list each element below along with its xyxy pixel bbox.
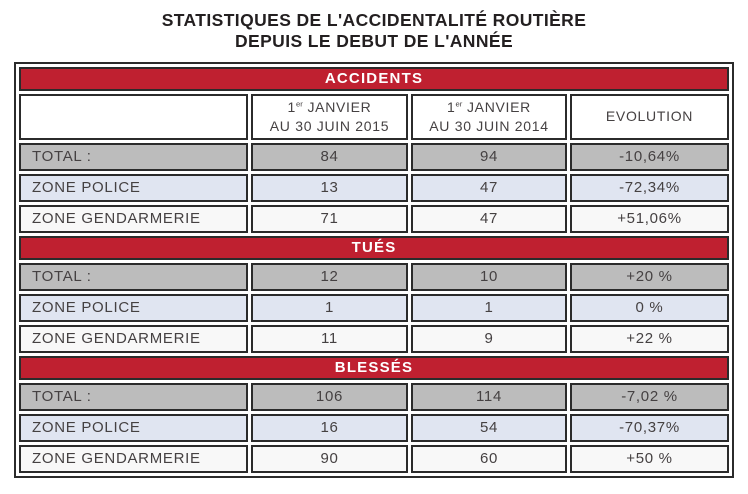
column-header-row: [19, 94, 729, 140]
page-title-line1: STATISTIQUES DE L'ACCIDENTALITÉ ROUTIÈRE: [161, 10, 587, 30]
column-header-evolution: EVOLUTION: [570, 94, 729, 140]
section-band-label: TUÉS: [19, 236, 729, 260]
table-row-tues-total: [19, 263, 729, 291]
section-band-tues: [19, 236, 729, 260]
value-2015: 16: [251, 414, 408, 442]
value-evolution: +51,06%: [570, 205, 729, 233]
value-2015: 11: [251, 325, 408, 353]
value-2014: 47: [411, 205, 567, 233]
value-2015: 106: [251, 383, 408, 411]
value-2015: 71: [251, 205, 408, 233]
value-2015: 1: [251, 294, 408, 322]
column-header-2015-day: 1: [287, 98, 297, 115]
value-2015: 84: [251, 143, 408, 171]
section-band-label: ACCIDENTS: [19, 67, 729, 91]
row-label: TOTAL :: [19, 263, 248, 291]
value-evolution: 0 %: [570, 294, 729, 322]
row-label: ZONE POLICE: [19, 174, 248, 202]
value-evolution: -72,34%: [570, 174, 729, 202]
value-evolution: +20 %: [570, 263, 729, 291]
column-header-2014-month: JANVIER: [466, 98, 531, 115]
value-2014: 60: [411, 445, 567, 473]
table-row-accidents-total: [19, 143, 729, 171]
column-header-2014-day: 1: [447, 98, 456, 115]
value-evolution: +22 %: [570, 325, 729, 353]
column-header-2014: [411, 94, 567, 140]
column-header-2014-range: AU 30 JUIN 2014: [429, 117, 549, 134]
column-header-empty: [19, 94, 248, 140]
table-row-tues-police: [19, 294, 729, 322]
statistics-table: [14, 62, 734, 478]
value-2014: 94: [411, 143, 567, 171]
row-label: ZONE POLICE: [19, 414, 248, 442]
value-2015: 12: [251, 263, 408, 291]
section-band-blesses: [19, 356, 729, 380]
row-label: ZONE GENDARMERIE: [19, 445, 248, 473]
table-row-blesses-police: [19, 414, 729, 442]
column-header-2015-ordinal: er: [296, 99, 303, 109]
value-2014: 10: [411, 263, 567, 291]
value-2014: 114: [411, 383, 567, 411]
section-band-label: BLESSÉS: [19, 356, 729, 380]
column-header-2015: [251, 94, 408, 140]
row-label: TOTAL :: [19, 143, 248, 171]
page-title-line2: DEPUIS LE DEBUT DE L'ANNÉE: [234, 31, 514, 52]
table-row-accidents-police: [19, 174, 729, 202]
value-2015: 13: [251, 174, 408, 202]
value-2014: 54: [411, 414, 567, 442]
column-header-2014-ordinal: er: [455, 99, 463, 109]
table-row-blesses-total: [19, 383, 729, 411]
value-evolution: -7,02 %: [570, 383, 729, 411]
section-band-accidents: [19, 67, 729, 91]
value-2014: 47: [411, 174, 567, 202]
table-row-blesses-gendarmerie: [19, 445, 729, 473]
column-header-2015-range: AU 30 JUIN 2015: [269, 117, 390, 134]
row-label: ZONE GENDARMERIE: [19, 205, 248, 233]
value-2014: 1: [411, 294, 567, 322]
value-2015: 90: [251, 445, 408, 473]
column-header-2015-month: JANVIER: [307, 98, 372, 115]
row-label: ZONE POLICE: [19, 294, 248, 322]
page-title: [10, 10, 738, 53]
table-row-tues-gendarmerie: [19, 325, 729, 353]
row-label: TOTAL :: [19, 383, 248, 411]
value-evolution: +50 %: [570, 445, 729, 473]
value-2014: 9: [411, 325, 567, 353]
value-evolution: -70,37%: [570, 414, 729, 442]
table-row-accidents-gendarmerie: [19, 205, 729, 233]
row-label: ZONE GENDARMERIE: [19, 325, 248, 353]
value-evolution: -10,64%: [570, 143, 729, 171]
